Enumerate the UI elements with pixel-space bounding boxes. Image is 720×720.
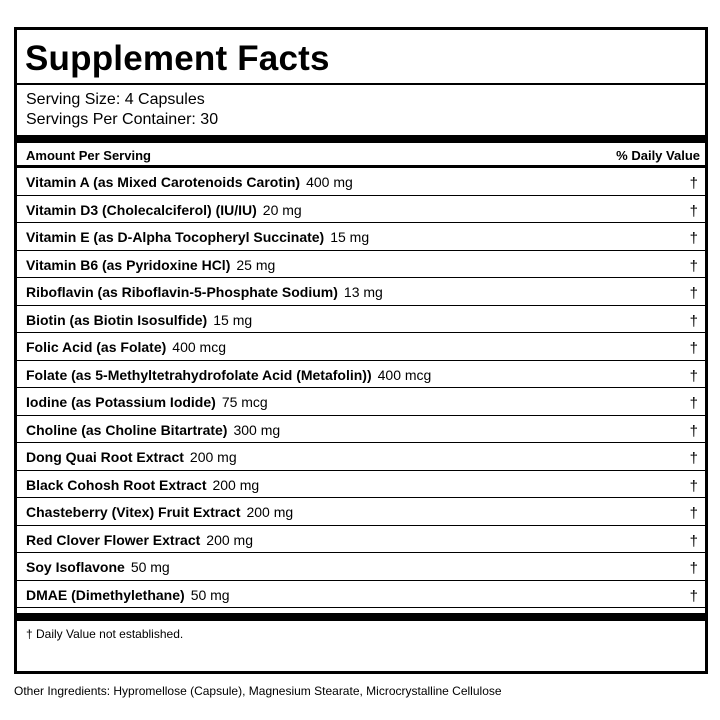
daily-value-dagger: † [689, 505, 698, 522]
ingredient-cell [26, 174, 353, 190]
daily-value-dagger: † [689, 312, 698, 330]
ingredient-cell [26, 312, 252, 328]
ingredient-amount: 400 mcg [172, 339, 226, 355]
ingredient-name: Black Cohosh Root Extract [26, 476, 207, 493]
table-row [17, 443, 705, 471]
panel-title: Supplement Facts [25, 39, 330, 78]
ingredient-cell [26, 504, 293, 520]
daily-value-dagger: † [689, 367, 698, 385]
ingredient-cell [26, 532, 253, 548]
table-row [17, 278, 705, 306]
ingredient-name: Iodine (as Potassium Iodide) [26, 394, 216, 410]
daily-value-dagger: † [689, 422, 698, 440]
ingredient-name: Folate (as 5-Methyltetrahydrofolate Acid (Metafolin)) [26, 366, 372, 383]
ingredient-rows [17, 168, 705, 608]
ingredient-name: Dong Quai Root Extract [26, 449, 184, 465]
daily-value-dagger: † [689, 477, 698, 495]
daily-value-footnote: † Daily Value not established. [26, 627, 184, 641]
ingredient-cell [26, 284, 383, 300]
ingredient-amount: 25 mg [236, 256, 276, 273]
ingredient-name: Vitamin D3 (Cholecalciferol) (IU/IU) [26, 201, 257, 218]
ingredient-name: Red Clover Flower Extract [26, 531, 201, 548]
ingredient-cell [26, 394, 268, 410]
daily-value-dagger: † [689, 395, 698, 412]
table-row [17, 333, 705, 361]
daily-value-dagger: † [689, 450, 698, 467]
ingredient-cell [26, 477, 259, 493]
table-row [17, 388, 705, 416]
ingredient-amount: 13 mg [343, 284, 383, 300]
ingredient-name: Choline (as Choline Bitartrate) [26, 421, 228, 438]
ingredient-name: Folic Acid (as Folate) [26, 339, 167, 355]
ingredient-name: Soy Isoflavone [26, 559, 125, 575]
title-divider [17, 83, 705, 85]
ingredient-name: Riboflavin (as Riboflavin-5-Phosphate Sodium) [26, 284, 338, 300]
table-row [17, 581, 705, 609]
daily-value-dagger: † [689, 175, 698, 192]
ingredient-amount: 400 mg [306, 174, 353, 190]
ingredient-amount: 200 mg [246, 504, 294, 520]
table-row [17, 168, 705, 196]
ingredient-name: DMAE (Dimethylethane) [26, 586, 185, 603]
ingredient-cell [26, 449, 237, 465]
daily-value-dagger: † [689, 340, 698, 357]
daily-value-dagger: † [689, 285, 698, 302]
ingredient-cell [26, 559, 170, 575]
ingredient-name: Chasteberry (Vitex) Fruit Extract [26, 504, 241, 520]
table-row [17, 196, 705, 224]
table-row [17, 361, 705, 389]
ingredient-amount: 20 mg [262, 201, 302, 218]
ingredient-amount: 200 mg [212, 476, 260, 493]
ingredient-name: Vitamin A (as Mixed Carotenoids Carotin) [26, 174, 301, 190]
table-row [17, 306, 705, 334]
ingredient-cell [26, 257, 275, 273]
ingredient-amount: 200 mg [189, 449, 237, 465]
ingredient-cell [26, 202, 302, 218]
table-row [17, 526, 705, 554]
daily-value-dagger: † [689, 587, 698, 605]
ingredient-cell [26, 422, 280, 438]
ingredient-cell [26, 339, 226, 355]
supplement-facts-panel [14, 27, 708, 674]
table-row [17, 223, 705, 251]
ingredient-amount: 300 mg [233, 421, 281, 438]
ingredient-amount: 15 mg [330, 229, 370, 245]
ingredient-cell [26, 587, 230, 603]
ingredient-amount: 75 mcg [221, 394, 268, 410]
ingredient-amount: 50 mg [190, 586, 230, 603]
ingredient-amount: 50 mg [130, 559, 170, 575]
daily-value-header: % Daily Value [616, 148, 700, 163]
ingredient-cell [26, 229, 369, 245]
ingredient-amount: 15 mg [213, 311, 253, 328]
other-ingredients: Other Ingredients: Hypromellose (Capsule), Magnesium Stearate, Microcrystalline Cellulose [14, 684, 502, 698]
thick-divider-top [17, 135, 705, 143]
amount-per-serving-header: Amount Per Serving [26, 148, 151, 163]
table-row [17, 553, 705, 581]
ingredient-amount: 400 mcg [377, 366, 432, 383]
servings-per-container: Servings Per Container: 30 [26, 111, 219, 128]
daily-value-dagger: † [689, 560, 698, 577]
table-header [17, 145, 705, 167]
daily-value-dagger: † [689, 257, 698, 275]
ingredient-name: Vitamin E (as D-Alpha Tocopheryl Succinate) [26, 229, 325, 245]
daily-value-dagger: † [689, 532, 698, 550]
serving-size: Serving Size: 4 Capsules [26, 91, 205, 108]
ingredient-cell [26, 367, 431, 383]
table-row [17, 416, 705, 444]
thick-divider-bottom [17, 613, 705, 621]
daily-value-dagger: † [689, 230, 698, 247]
ingredient-name: Biotin (as Biotin Isosulfide) [26, 311, 208, 328]
table-row [17, 498, 705, 526]
ingredient-amount: 200 mg [206, 531, 253, 548]
daily-value-dagger: † [689, 202, 698, 220]
ingredient-name: Vitamin B6 (as Pyridoxine HCl) [26, 256, 231, 273]
table-row [17, 471, 705, 499]
table-row [17, 251, 705, 279]
